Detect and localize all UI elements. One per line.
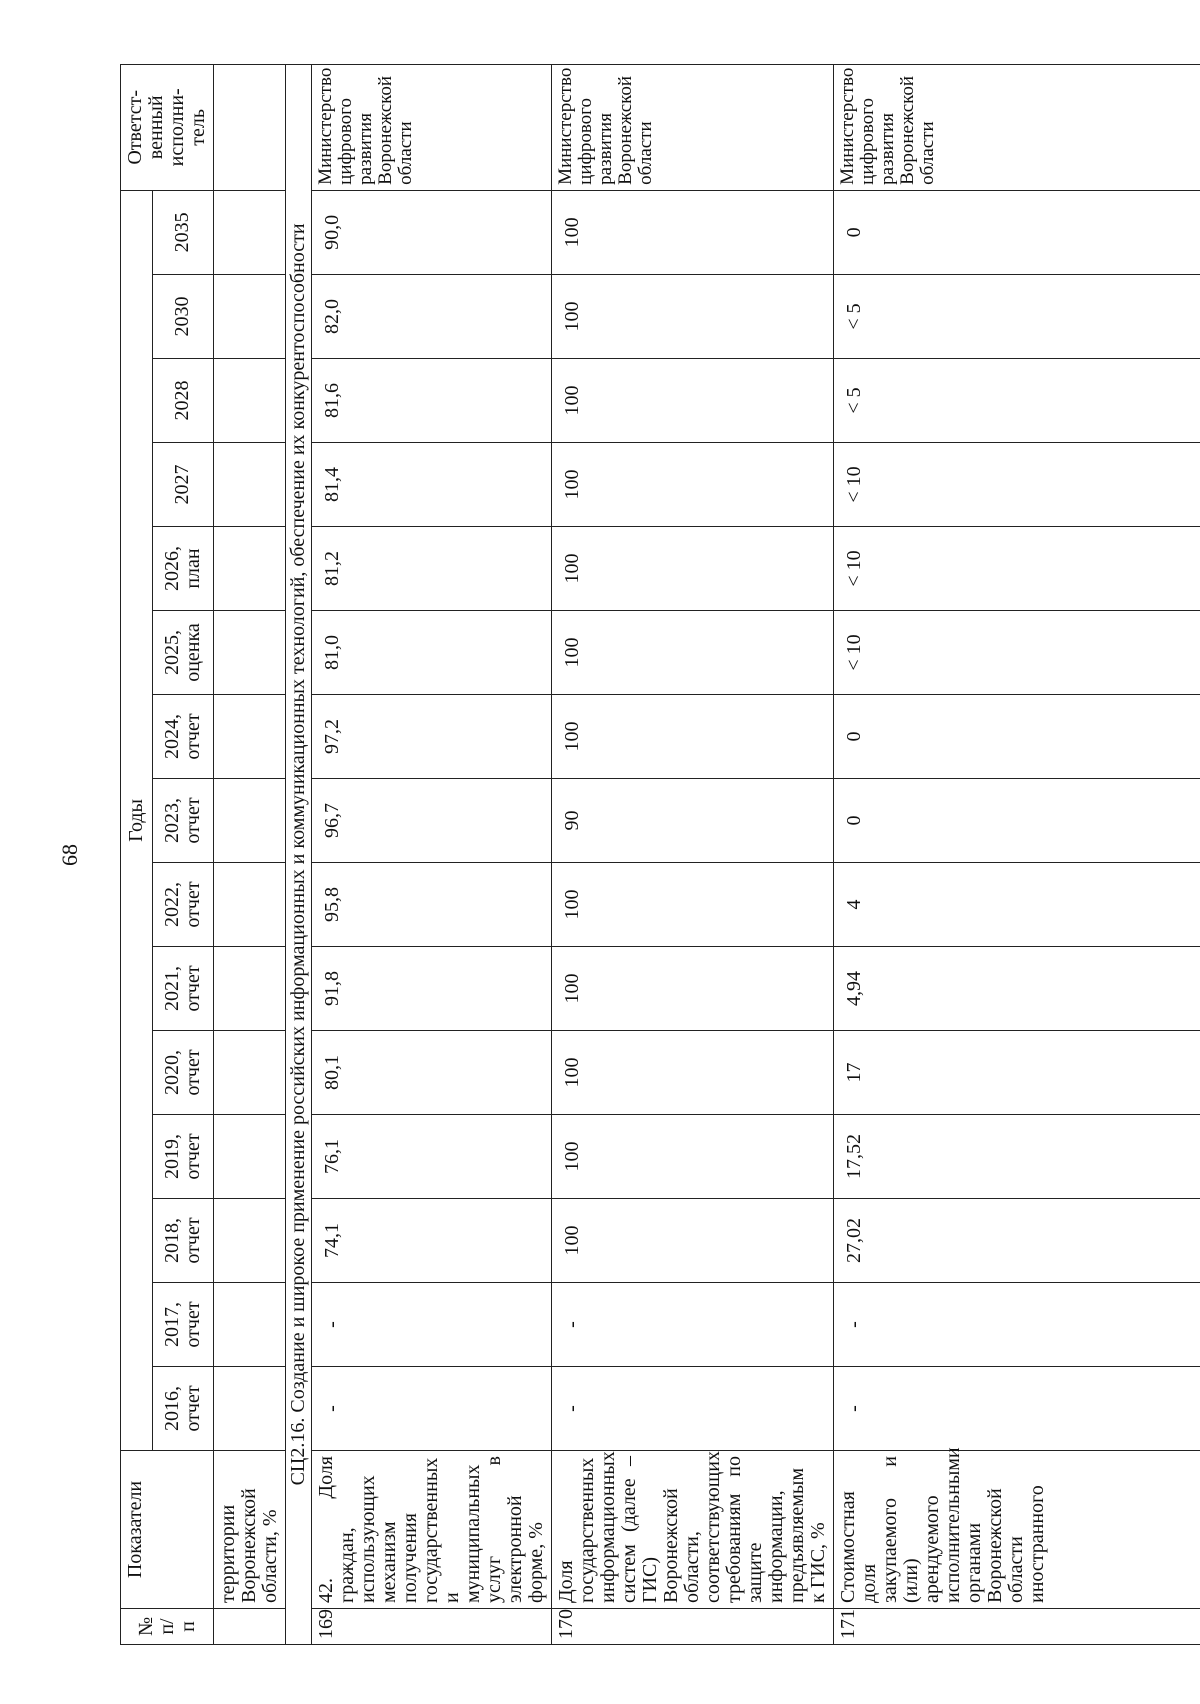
row-value: 81,2 <box>312 527 552 611</box>
continuation-indicator: территории Воронежской области, % <box>214 1451 286 1609</box>
row-indicator: 42. Доля граждан, использующих механизм получения государственных и муниципальных услуг в электронной форме, % <box>312 1451 552 1609</box>
header-year: 2030 <box>152 275 213 359</box>
row-indicator: Стоимостная доля закупаемого и (или) арендуемого исполнительными органами Воронежской области иностранного <box>834 1451 1200 1609</box>
row-value: 90,0 <box>312 190 552 274</box>
header-year: 2035 <box>152 190 213 274</box>
row-value: 17 <box>834 1031 1200 1115</box>
row-num: 171 <box>834 1609 1200 1645</box>
header-year: 2024, отчет <box>152 695 213 779</box>
continuation-value <box>214 1283 286 1367</box>
continuation-value <box>214 190 286 274</box>
row-value: 100 <box>552 611 834 695</box>
continuation-value <box>214 1367 286 1451</box>
rotated-table-container <box>120 65 1200 1645</box>
row-responsible: Министерство цифрового развития Воронежской области <box>834 64 1200 190</box>
continuation-value <box>214 527 286 611</box>
row-value: < 10 <box>834 611 1200 695</box>
row-value: 81,0 <box>312 611 552 695</box>
row-value: 76,1 <box>312 1115 552 1199</box>
row-value: 100 <box>552 443 834 527</box>
header-year: 2023, отчет <box>152 779 213 863</box>
row-value: 80,1 <box>312 1031 552 1115</box>
continuation-num <box>214 1609 286 1645</box>
row-value: 100 <box>552 527 834 611</box>
continuation-value <box>214 863 286 947</box>
row-value: - <box>312 1367 552 1451</box>
row-value: 4,94 <box>834 947 1200 1031</box>
row-value: 90 <box>552 779 834 863</box>
header-year: 2022, отчет <box>152 863 213 947</box>
row-num: 170 <box>552 1609 834 1645</box>
row-responsible: Министерство цифрового развития Воронежской области <box>312 64 552 190</box>
row-value: 95,8 <box>312 863 552 947</box>
indicators-table <box>120 64 1200 1645</box>
header-year: 2019, отчет <box>152 1115 213 1199</box>
header-year: 2027 <box>152 443 213 527</box>
continuation-value <box>214 1199 286 1283</box>
header-responsible: Ответст- венный исполни- тель <box>121 64 214 190</box>
row-num: 169 <box>312 1609 552 1645</box>
row-value: 0 <box>834 190 1200 274</box>
continuation-value <box>214 1031 286 1115</box>
section-title: СЦ2.16. Создание и широкое применение российских информационных и коммуникационных технологий, обеспечение их конкурентоспособности <box>286 64 312 1644</box>
row-value: 17,52 <box>834 1115 1200 1199</box>
header-year: 2017, отчет <box>152 1283 213 1367</box>
table-row <box>312 64 552 1644</box>
continuation-value <box>214 1115 286 1199</box>
row-value: 100 <box>552 1031 834 1115</box>
row-value: 100 <box>552 275 834 359</box>
row-value: 91,8 <box>312 947 552 1031</box>
row-value: - <box>834 1283 1200 1367</box>
row-value: 81,6 <box>312 359 552 443</box>
row-responsible: Министерство цифрового развития Воронежской области <box>552 64 834 190</box>
row-value: 81,4 <box>312 443 552 527</box>
header-year: 2021, отчет <box>152 947 213 1031</box>
row-value: - <box>312 1283 552 1367</box>
row-value: 0 <box>834 779 1200 863</box>
row-value: < 10 <box>834 527 1200 611</box>
header-indicators: Показатели <box>121 1451 214 1609</box>
continuation-value <box>214 359 286 443</box>
row-indicator: Доля государственных информационных систем (далее – ГИС) Воронежской области, соответствующих требованиям по защите информации, предъявляемым к ГИС, % <box>552 1451 834 1609</box>
row-value: 82,0 <box>312 275 552 359</box>
row-value: 100 <box>552 190 834 274</box>
header-year: 2026, план <box>152 527 213 611</box>
row-value: 100 <box>552 947 834 1031</box>
row-value: - <box>834 1367 1200 1451</box>
continuation-row <box>214 64 286 1644</box>
row-value: < 5 <box>834 275 1200 359</box>
continuation-value <box>214 275 286 359</box>
continuation-value <box>214 695 286 779</box>
continuation-responsible <box>214 64 286 190</box>
header-year: 2018, отчет <box>152 1199 213 1283</box>
row-value: < 10 <box>834 443 1200 527</box>
header-year: 2025, оценка <box>152 611 213 695</box>
row-value: 97,2 <box>312 695 552 779</box>
continuation-value <box>214 443 286 527</box>
row-value: 100 <box>552 863 834 947</box>
continuation-value <box>214 611 286 695</box>
row-value: - <box>552 1367 834 1451</box>
header-year: 2028 <box>152 359 213 443</box>
header-num: № п/п <box>121 1609 214 1645</box>
row-value: 96,7 <box>312 779 552 863</box>
row-value: 27,02 <box>834 1199 1200 1283</box>
header-year: 2016, отчет <box>152 1367 213 1451</box>
table-row <box>552 64 834 1644</box>
continuation-value <box>214 779 286 863</box>
row-value: 100 <box>552 695 834 779</box>
row-value: 100 <box>552 1199 834 1283</box>
row-value: 100 <box>552 359 834 443</box>
page-number: 68 <box>57 844 82 866</box>
header-years-row <box>152 64 213 1644</box>
row-value: < 5 <box>834 359 1200 443</box>
row-value: 100 <box>552 1115 834 1199</box>
header-years-group: Годы <box>121 190 153 1450</box>
row-value: 74,1 <box>312 1199 552 1283</box>
row-value: 0 <box>834 695 1200 779</box>
header-year: 2020, отчет <box>152 1031 213 1115</box>
row-value: 4 <box>834 863 1200 947</box>
row-value: - <box>552 1283 834 1367</box>
table-row <box>834 64 1200 1644</box>
continuation-value <box>214 947 286 1031</box>
